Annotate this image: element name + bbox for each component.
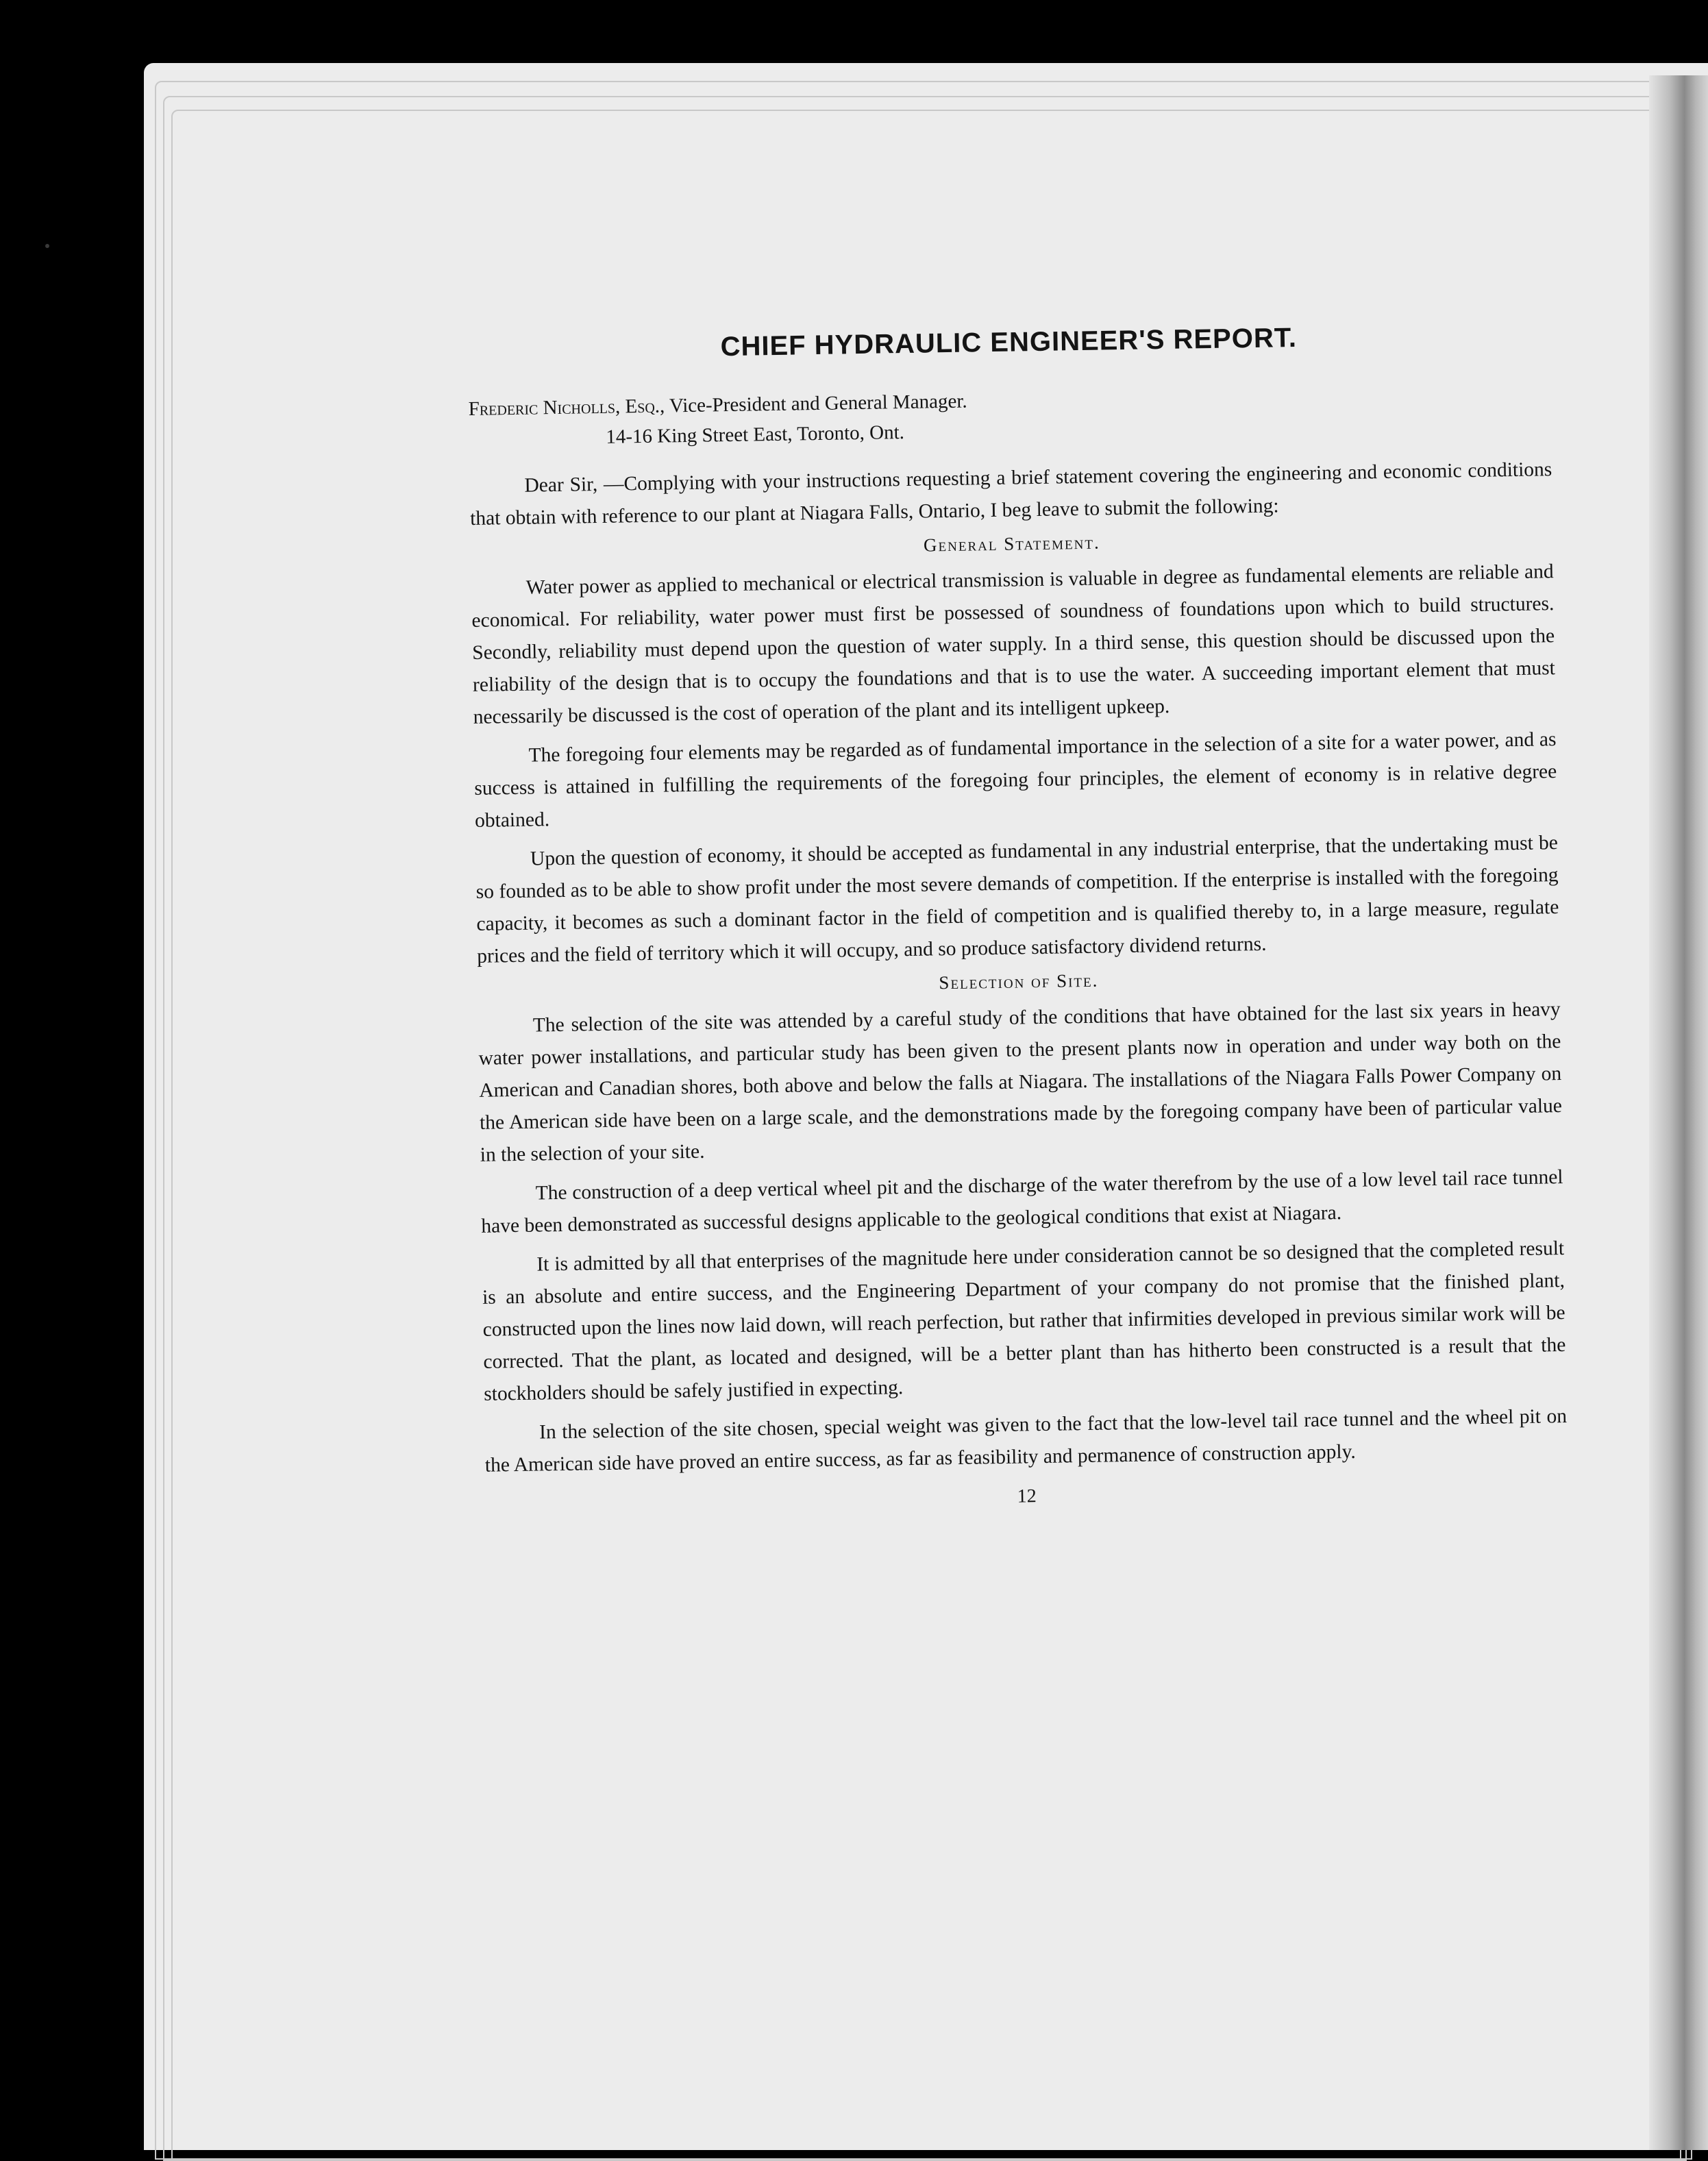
body-paragraph: Upon the question of economy, it should be accepted as fundamental in any industrial enterprise, that the undertaking must be so founded as to be able to show profit under the most severe demands of competition. If the enterprise is installed with the foregoing capacity, it becomes as such a dominant factor in the field of competition and is qualified thereby to, in a large measure, regulate prices and the field of territory which it will occupy, and so produce satisfactory dividend returns. bbox=[475, 832, 1559, 967]
body-paragraph: It is admitted by all that enterprises of the magnitude here under consideration cannot be so designed that the completed result is an absolute and entire success, and the Engineering Department of your company do not promise that the finished plant, constructed upon the lines now laid down, will reach perfection, but rather that infirmities developed in previous similar work will be corrected. That the plant, as located and designed, will be a better plant than has hitherto been constructed is a result that the stockholders should be safely justified in expecting. bbox=[482, 1237, 1566, 1405]
body-paragraph: The foregoing four elements may be regarded as of fundamental importance in the selection of a site for a water power, and as success is attained in fulfilling the requirements of the foregoing four principles, the element of economy is in relative degree obtained. bbox=[474, 728, 1557, 832]
section-heading-selection-of-site: Selection of Site. bbox=[939, 970, 1099, 993]
page-number: 12 bbox=[1017, 1485, 1037, 1507]
addressee-line-2: 14-16 King Street East, Toronto, Ont. bbox=[606, 421, 905, 448]
report-title: CHIEF HYDRAULIC ENGINEER'S REPORT. bbox=[720, 322, 1298, 362]
body-paragraph: In the selection of the site chosen, special weight was given to the fact that the low-level tail race tunnel and the wheel pit on the American side have proved an entire success, as far as feasibility and permanence of construction apply. bbox=[484, 1405, 1568, 1477]
body-paragraph: The selection of the site was attended by a careful study of the conditions that have obtained for the last six years in heavy water power installations, and particular study has been given to the present plants now in operation and under way both on the American and Canadian shores, both above and below the falls at Niagara. The installations of the Niagara Falls Power Company on the American side have been on a large scale, and the demonstrations made by the foregoing company have been of particular value in the selection of your site. bbox=[478, 998, 1563, 1166]
salutation-paragraph: Dear Sir, —Complying with your instructions requesting a brief statement covering the engineering and economic conditions that obtain with reference to our plant at Niagara Falls, Ontario, I beg leave to submit the following: bbox=[469, 458, 1552, 530]
addressee-title: , Vice-President and General Manager. bbox=[659, 390, 967, 417]
body-paragraph: The construction of a deep vertical wheel pit and the discharge of the water therefrom by the use of a low level tail race tunnel have been demonstrated as successful designs applicable to the geological conditions that exist at Niagara. bbox=[481, 1166, 1563, 1237]
report-content bbox=[467, 319, 1568, 1516]
scan-speck bbox=[45, 244, 49, 248]
section-heading-general-statement: General Statement. bbox=[923, 532, 1100, 556]
addressee-block bbox=[468, 377, 1551, 454]
body-paragraph: Water power as applied to mechanical or electrical transmission is valuable in degree as fundamental elements are reliable and economical. For reliability, water power must first be possessed of soundness of foundations upon which to build structures. Secondly, reliability must depend upon the question of water supply. In a third sense, this question should be discussed upon the reliability of the design that is to occupy the foundations and that is to use the water. A succeeding important element that must necessarily be discussed is the cost of operation of the plant and its intelligent upkeep. bbox=[471, 560, 1556, 728]
book-spine-shadow bbox=[1649, 75, 1708, 2150]
addressee-name: Frederic Nicholls, Esq. bbox=[468, 395, 660, 420]
